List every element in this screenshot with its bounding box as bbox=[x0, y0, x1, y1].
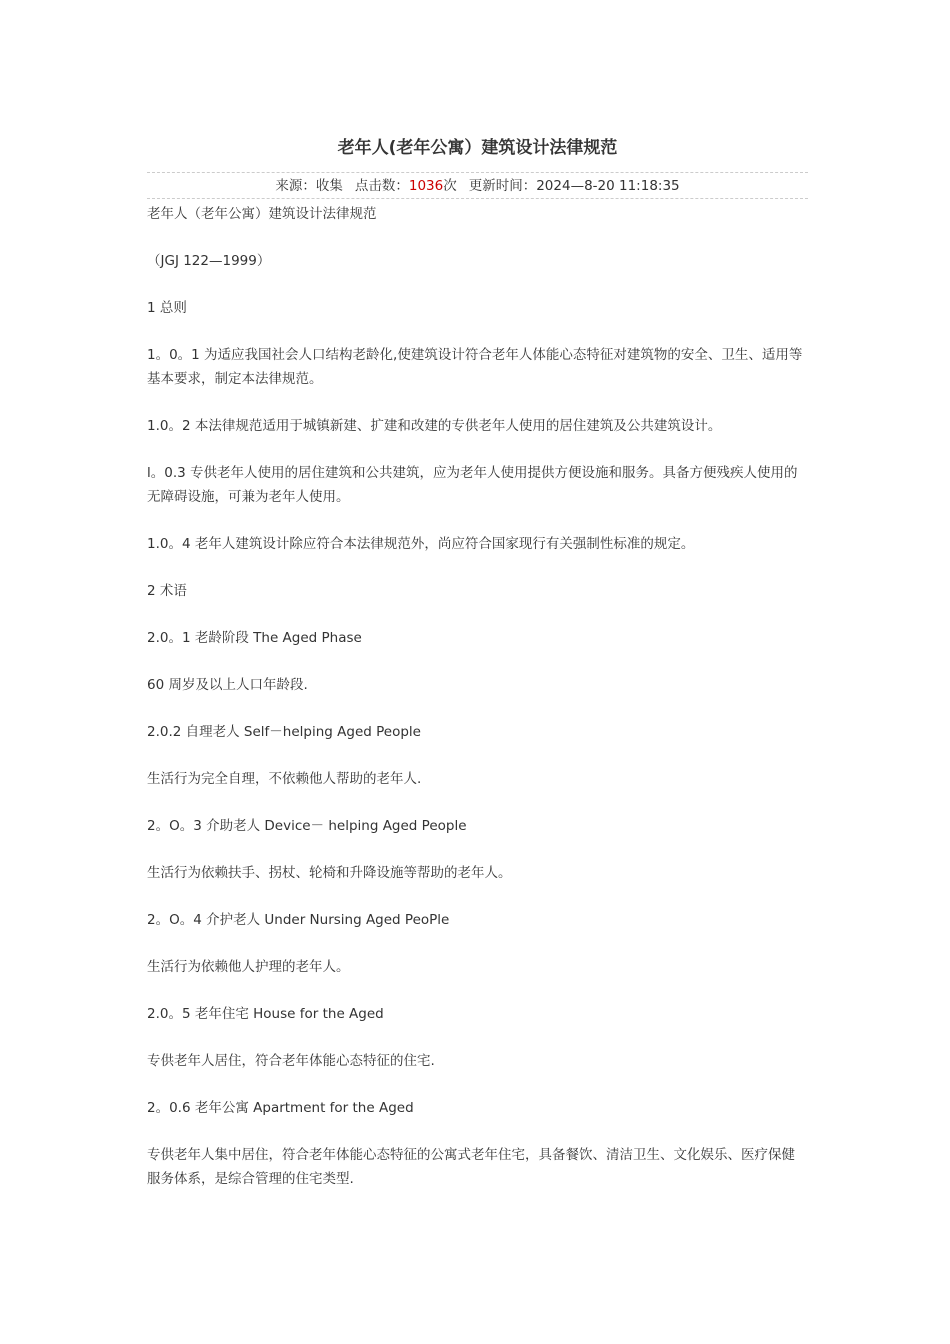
section-heading-terms: 2 术语 bbox=[147, 583, 187, 599]
hits-count: 1036 bbox=[408, 178, 444, 194]
term-2-0-1-definition: 60 周岁及以上人口年龄段. bbox=[147, 677, 308, 693]
term-2-0-3-definition: 生活行为依赖扶手、拐杖、轮椅和升降设施等帮助的老年人。 bbox=[147, 865, 512, 881]
paragraph-subtitle: 老年人（老年公寓）建筑设计法律规范 bbox=[147, 206, 377, 222]
section-heading-general: 1 总则 bbox=[147, 300, 187, 316]
divider-bottom bbox=[147, 198, 808, 199]
term-2-0-6: 2。0.6 老年公寓 Apartment for the Aged bbox=[147, 1100, 414, 1116]
term-2-0-1: 2.0。1 老龄阶段 The Aged Phase bbox=[147, 630, 362, 646]
term-2-0-2-definition: 生活行为完全自理，不依赖他人帮助的老年人. bbox=[147, 771, 422, 787]
hits-unit: 次 bbox=[443, 178, 457, 194]
paragraph-standard-code: （JGJ 122—1999） bbox=[147, 253, 271, 269]
source-value: 收集 bbox=[315, 178, 343, 194]
term-2-0-3: 2。O。3 介助老人 Device－ helping Aged People bbox=[147, 818, 467, 834]
clause-1-0-2: 1.0。2 本法律规范适用于城镇新建、扩建和改建的专供老年人使用的居住建筑及公共建筑设计。 bbox=[147, 418, 722, 434]
article-meta bbox=[147, 176, 808, 196]
divider-top bbox=[147, 172, 808, 173]
clause-1-0-4: 1.0。4 老年人建筑设计除应符合本法律规范外，尚应符合国家现行有关强制性标准的规定。 bbox=[147, 536, 695, 552]
term-2-0-5-definition: 专供老年人居住，符合老年体能心态特征的住宅. bbox=[147, 1053, 435, 1069]
hits-label: 点击数： bbox=[354, 178, 409, 194]
term-2-0-4: 2。O。4 介护老人 Under Nursing Aged PeoPle bbox=[147, 912, 450, 928]
term-2-0-4-definition: 生活行为依赖他人护理的老年人。 bbox=[147, 959, 350, 975]
updated-label: 更新时间： bbox=[468, 178, 537, 194]
article-title: 老年人(老年公寓）建筑设计法律规范 bbox=[337, 138, 618, 158]
updated-time: 2024—8-20 11:18:35 bbox=[536, 178, 680, 194]
term-2-0-2: 2.0.2 自理老人 Self－helping Aged People bbox=[147, 724, 421, 740]
clause-1-0-1: 1。0。1 为适应我国社会人口结构老龄化,使建筑设计符合老年人体能心态特征对建筑物的安全、卫生、适用等基本要求，制定本法律规范。 bbox=[147, 347, 803, 387]
term-2-0-6-definition: 专供老年人集中居住，符合老年体能心态特征的公寓式老年住宅，具备餐饮、清洁卫生、文化娱乐、医疗保健服务体系，是综合管理的住宅类型. bbox=[147, 1147, 795, 1187]
clause-1-0-3: l。0.3 专供老年人使用的居住建筑和公共建筑，应为老年人使用提供方便设施和服务。具备方便残疾人使用的无障碍设施，可兼为老年人使用。 bbox=[147, 465, 798, 505]
term-2-0-5: 2.0。5 老年住宅 House for the Aged bbox=[147, 1006, 384, 1022]
source-label: 来源： bbox=[275, 178, 316, 194]
article-body bbox=[147, 202, 808, 1191]
